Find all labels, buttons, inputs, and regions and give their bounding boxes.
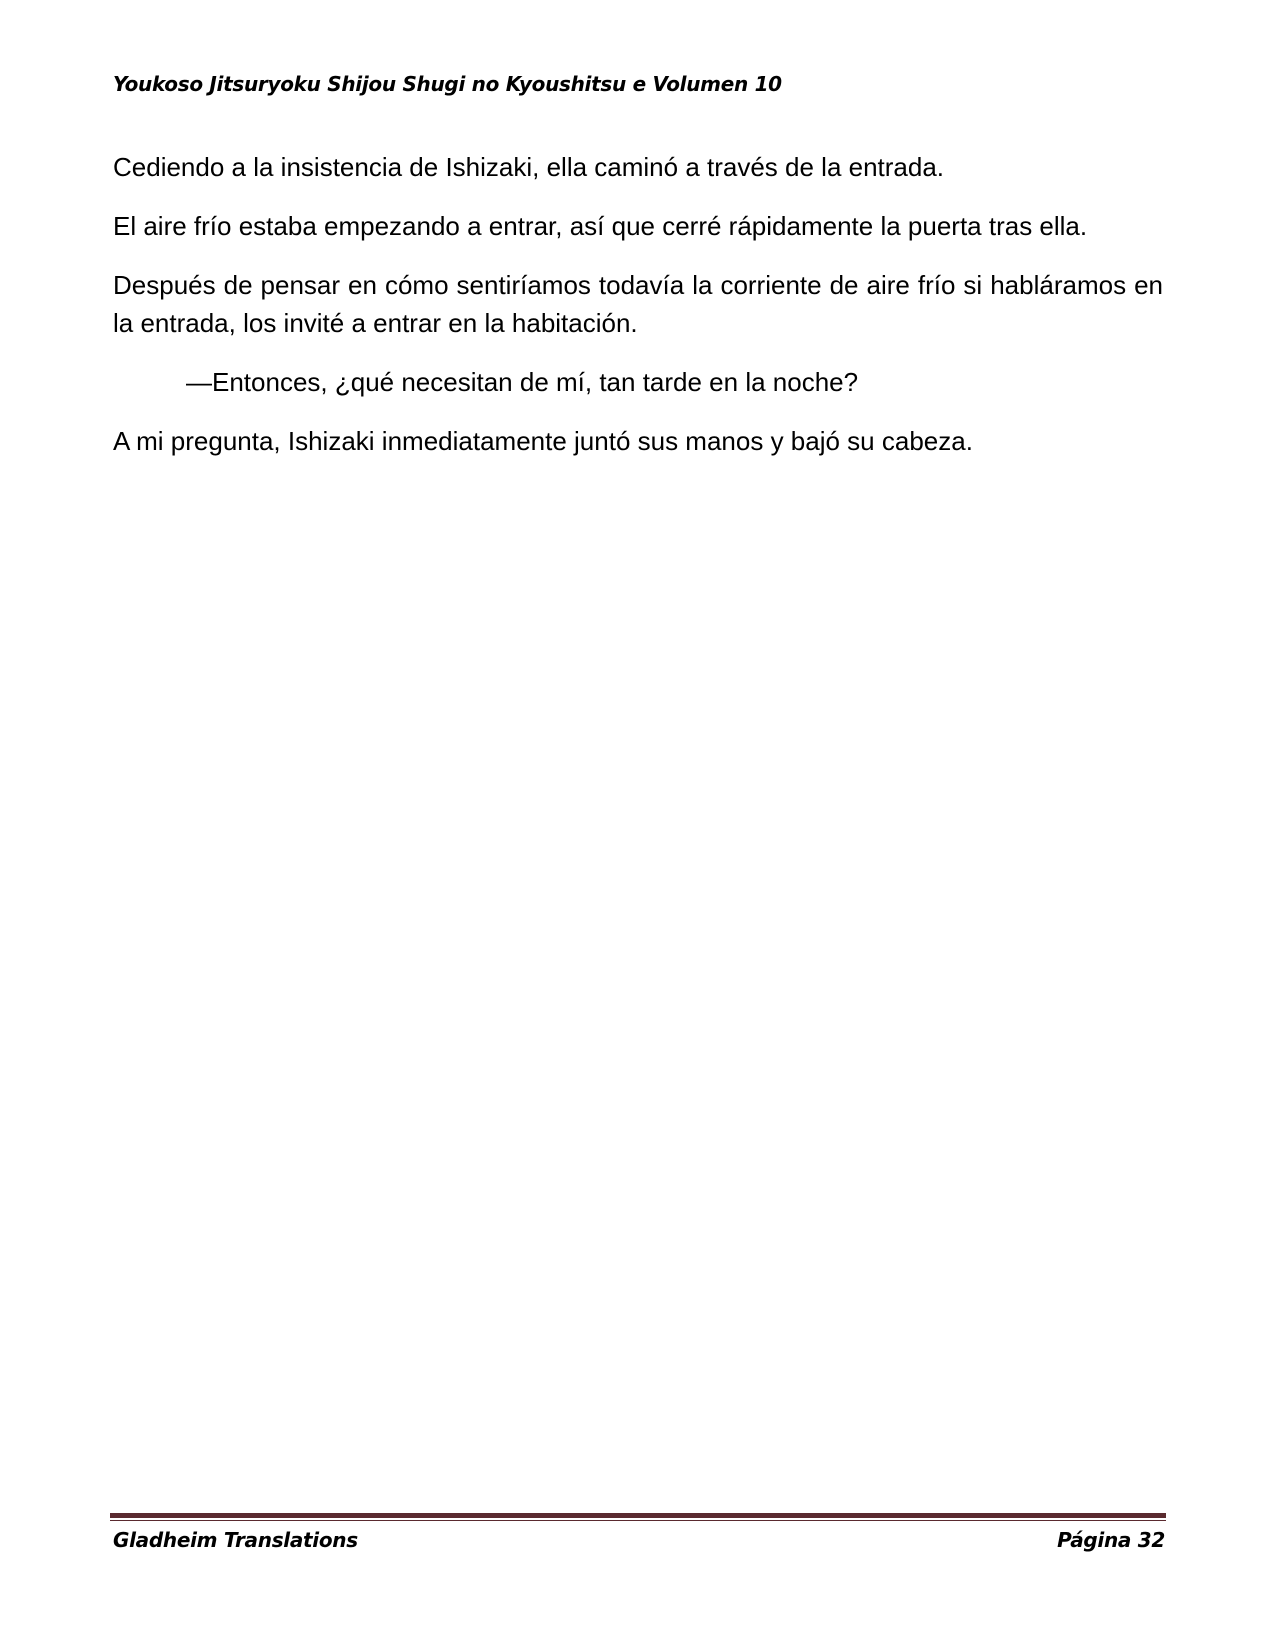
paragraph: A mi pregunta, Ishizaki inmediatamente juntó sus manos y bajó su cabeza. [113, 426, 973, 456]
page-header-title: Youkoso Jitsuryoku Shijou Shugi no Kyoushitsu e Volumen 10 [113, 72, 782, 96]
footer-page-number: Página 32 [1057, 1528, 1165, 1552]
body-text [113, 148, 1163, 481]
paragraph: Después de pensar en cómo sentiríamos todavía la corriente de aire frío si habláramos en la entrada, los invité a entrar en la habitación. [113, 270, 1163, 338]
paragraph: El aire frío estaba empezando a entrar, así que cerré rápidamente la puerta tras ella. [113, 211, 1088, 241]
footer-divider [110, 1513, 1166, 1521]
footer-publisher: Gladheim Translations [113, 1528, 358, 1552]
dialogue-line: —Entonces, ¿qué necesitan de mí, tan tarde en la noche? [186, 367, 859, 397]
paragraph: Cediendo a la insistencia de Ishizaki, ella caminó a través de la entrada. [113, 152, 945, 182]
